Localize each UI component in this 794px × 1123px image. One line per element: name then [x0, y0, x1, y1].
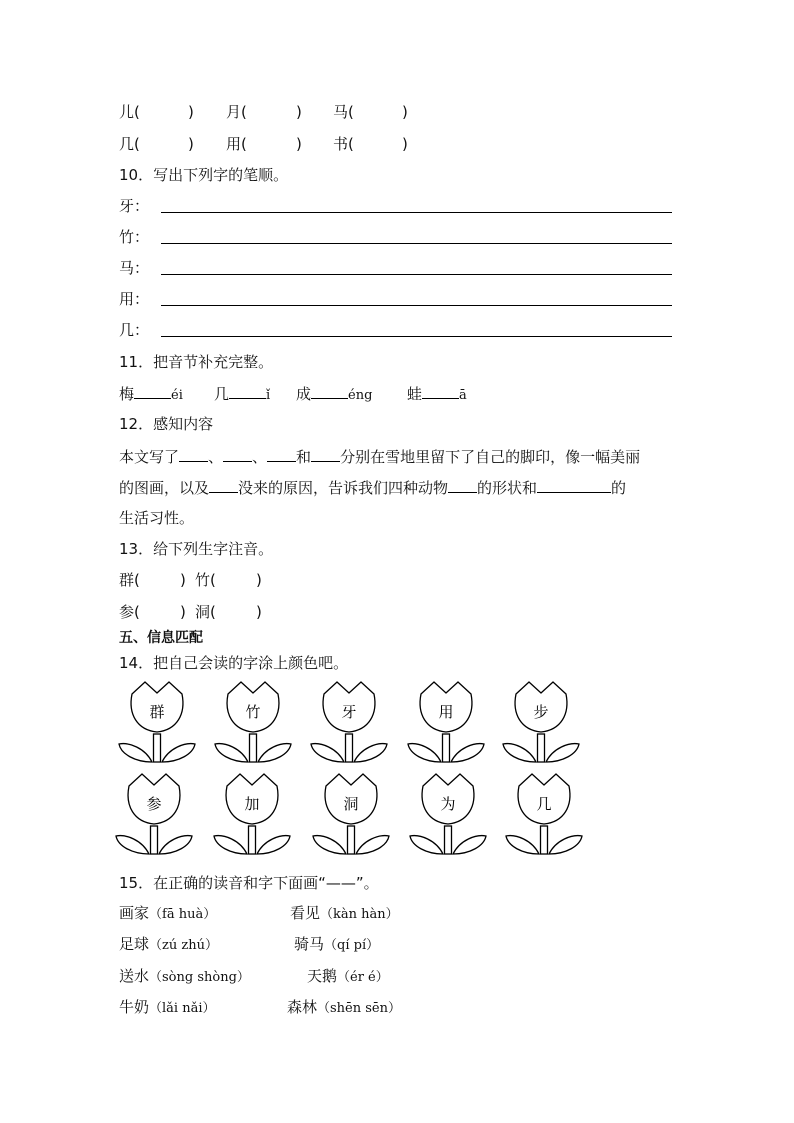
q15-word: 看见	[290, 904, 321, 922]
tulip-shape	[215, 682, 291, 762]
section-heading: 五、信息匹配	[119, 630, 203, 646]
tulip-character: 牙	[341, 703, 357, 721]
q9-char-yue: 月(	[226, 103, 247, 121]
q15-pinyin: （fā huà）	[149, 907, 217, 922]
q13-paren-close: )	[256, 603, 262, 621]
q12-blank[interactable]	[223, 446, 252, 462]
q11-blank[interactable]	[229, 383, 266, 399]
tulip-character: 竹	[245, 703, 261, 721]
q15-word: 牛奶	[119, 998, 150, 1016]
q12-line-2	[119, 477, 626, 498]
q9-char-ji: 几(	[119, 135, 140, 153]
q15-item[interactable]	[119, 997, 216, 1019]
q15-pinyin: （lǎi nǎi）	[149, 1001, 216, 1016]
q15-item[interactable]	[290, 903, 399, 925]
q10-char-zhu: 竹：	[119, 228, 150, 246]
q15-pinyin: （sòng shòng）	[149, 970, 250, 985]
tulip-shape	[313, 774, 389, 854]
q15-title: 15．在正确的读音和字下面画“——”。	[119, 874, 379, 892]
q13-paren-close: )	[180, 571, 186, 589]
q15-word: 骑马	[294, 935, 325, 953]
tulip-shape	[506, 774, 582, 854]
q12-blank[interactable]	[448, 477, 477, 493]
tulip-character: 参	[146, 795, 162, 813]
q9-paren-close: )	[296, 135, 302, 153]
q15-pinyin: （zú zhú）	[149, 938, 218, 953]
q10-writing-line[interactable]	[161, 274, 672, 275]
q11-item-cheng	[296, 383, 372, 406]
q12-text: 没来的原因，告诉我们四种动物	[238, 479, 449, 497]
q15-item[interactable]	[287, 997, 401, 1019]
q11-tail: éng	[348, 388, 373, 403]
q10-title: 10．写出下列字的笔顺。	[119, 166, 289, 184]
q12-text: 和	[296, 448, 312, 466]
q15-word: 画家	[119, 904, 150, 922]
q10-char-ma: 马：	[119, 259, 150, 277]
q11-tail: ǐ	[266, 388, 271, 403]
tulip-flower[interactable]	[503, 682, 579, 762]
tulip-flowers-figure	[0, 672, 794, 872]
q15-item[interactable]	[119, 934, 218, 956]
tulip-shape	[119, 682, 195, 762]
tulip-flower[interactable]	[410, 774, 486, 854]
q11-title: 11．把音节补充完整。	[119, 353, 274, 371]
q12-blank[interactable]	[537, 477, 611, 493]
q12-title: 12．感知内容	[119, 415, 214, 433]
q12-text: 的形状和	[477, 479, 538, 497]
q9-char-yong: 用(	[226, 135, 247, 153]
q12-text: 、	[208, 448, 224, 466]
q11-char: 蛙	[407, 385, 423, 403]
tulip-character: 步	[533, 703, 549, 721]
q11-blank[interactable]	[422, 383, 459, 399]
q12-text: 的图画，以及	[119, 479, 210, 497]
q13-paren-close: )	[180, 603, 186, 621]
q13-paren-close: )	[256, 571, 262, 589]
q15-item[interactable]	[119, 903, 216, 925]
tulip-character: 加	[244, 795, 260, 813]
tulip-flower[interactable]	[408, 682, 484, 762]
tulip-shape	[503, 682, 579, 762]
q10-char-ji: 几：	[119, 321, 150, 339]
tulip-shape	[214, 774, 290, 854]
q10-writing-line[interactable]	[161, 336, 672, 337]
q10-char-ya: 牙：	[119, 197, 150, 215]
q9-paren-close: )	[188, 103, 194, 121]
q15-word: 足球	[119, 935, 150, 953]
q12-text: 分别在雪地里留下了自己的脚印，像一幅美丽	[340, 448, 641, 466]
tulip-flower[interactable]	[214, 774, 290, 854]
q14-title: 14．把自己会读的字涂上颜色吧。	[119, 654, 349, 672]
tulip-shape	[116, 774, 192, 854]
q11-blank[interactable]	[311, 383, 348, 399]
q12-line-1	[119, 446, 640, 467]
q10-writing-line[interactable]	[161, 305, 672, 306]
q15-word: 送水	[119, 967, 150, 985]
q12-blank[interactable]	[179, 446, 208, 462]
q9-char-ma: 马(	[333, 103, 354, 121]
q15-pinyin: （qí pí）	[324, 938, 380, 953]
tulip-shape	[408, 682, 484, 762]
tulip-shape	[410, 774, 486, 854]
q12-text: 、	[252, 448, 268, 466]
q15-pinyin: （kàn hàn）	[320, 907, 399, 922]
tulip-character: 为	[440, 795, 456, 813]
q12-blank[interactable]	[209, 477, 238, 493]
tulip-flower[interactable]	[215, 682, 291, 762]
q10-writing-line[interactable]	[161, 212, 672, 213]
q15-item[interactable]	[294, 934, 379, 956]
q9-char-shu: 书(	[333, 135, 354, 153]
q15-item[interactable]	[307, 966, 389, 988]
q9-paren-close: )	[188, 135, 194, 153]
q15-word: 天鹅	[307, 967, 338, 985]
q15-pinyin: （shēn sēn）	[317, 1001, 401, 1016]
q9-paren-close: )	[296, 103, 302, 121]
q15-item[interactable]	[119, 966, 250, 988]
q11-item-mei	[119, 383, 183, 406]
q11-tail: éi	[171, 388, 183, 403]
tulip-flower[interactable]	[116, 774, 192, 854]
q12-blank[interactable]	[267, 446, 296, 462]
q13-title: 13．给下列生字注音。	[119, 540, 274, 558]
tulip-flower[interactable]	[311, 682, 387, 762]
q9-paren-close: )	[402, 135, 408, 153]
q11-item-wa	[407, 383, 467, 406]
q13-char-zhu: 竹(	[195, 571, 216, 589]
q11-char: 几	[214, 385, 230, 403]
q13-char-dong: 洞(	[195, 603, 216, 621]
q12-line-3: 生活习性。	[119, 509, 195, 527]
q10-char-yong: 用：	[119, 290, 150, 308]
q12-text: 的	[611, 479, 627, 497]
tulip-flower[interactable]	[313, 774, 389, 854]
q11-blank[interactable]	[134, 383, 171, 399]
q11-char: 成	[296, 385, 312, 403]
q12-blank[interactable]	[311, 446, 340, 462]
tulip-character: 用	[438, 703, 454, 721]
q15-pinyin: （ér é）	[337, 970, 389, 985]
q11-item-ji	[214, 383, 270, 406]
tulip-shape	[311, 682, 387, 762]
tulip-character: 洞	[343, 795, 359, 813]
q9-paren-close: )	[402, 103, 408, 121]
q11-tail: ā	[459, 388, 467, 403]
q12-text: 本文写了	[119, 448, 180, 466]
q9-char-er: 儿(	[119, 103, 140, 121]
tulip-character: 群	[149, 703, 165, 721]
tulip-flower[interactable]	[119, 682, 195, 762]
q15-word: 森林	[287, 998, 318, 1016]
tulip-flower[interactable]	[506, 774, 582, 854]
q10-writing-line[interactable]	[161, 243, 672, 244]
tulip-character: 几	[536, 795, 552, 813]
q11-char: 梅	[119, 385, 135, 403]
q13-char-qun: 群(	[119, 571, 140, 589]
q13-char-can: 参(	[119, 603, 140, 621]
